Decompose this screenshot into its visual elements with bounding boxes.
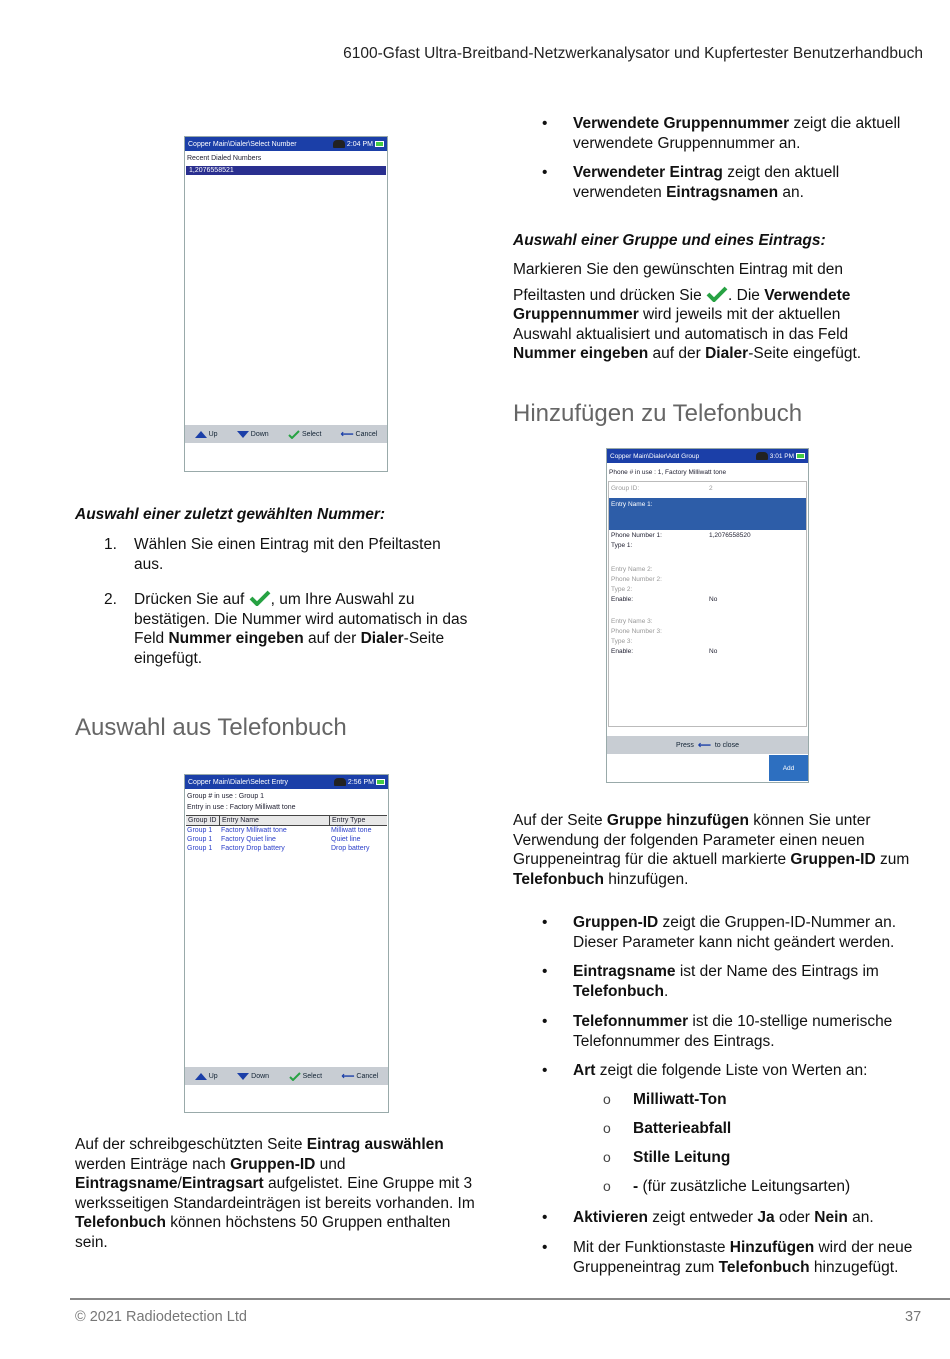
- check-icon: [706, 286, 728, 302]
- device-title: Copper Main\Dialer\Add Group: [610, 452, 700, 460]
- column-header: Entry Type: [332, 817, 366, 824]
- select-softkey[interactable]: [289, 1072, 322, 1081]
- list-item: • Art zeigt die folgende Liste von Werten an:: [573, 1061, 923, 1081]
- phone-in-use: Phone # in use : 1, Factory Milliwatt tone: [609, 469, 727, 476]
- device-titlebar: [185, 775, 388, 789]
- battery-icon: [376, 779, 385, 785]
- cancel-label: Cancel: [356, 1072, 379, 1080]
- sub-list-item: o Milliwatt-Ton: [633, 1090, 727, 1110]
- device-time: 3:01 PM: [769, 452, 794, 460]
- arrow-down-icon: [237, 431, 249, 438]
- section-label: Recent Dialed Numbers: [187, 155, 262, 162]
- entry-name-1-field[interactable]: Entry Name 1:: [609, 498, 806, 530]
- add-button[interactable]: Add: [769, 755, 808, 781]
- list-item: • Verwendeter Eintrag zeigt den aktuell verwendeten Eintragsnamen an.: [573, 163, 923, 202]
- type2-label: Type 2:: [611, 585, 633, 593]
- back-arrow-icon: ⟵: [341, 1070, 355, 1081]
- device-title: Copper Main\Dialer\Select Number: [188, 140, 297, 148]
- phone-icon: [756, 452, 768, 460]
- to-close-label: to close: [714, 741, 739, 749]
- list-item: 2. Drücken Sie auf , um Ihre Auswahl zu bestätigen. Die Nummer wird automatisch in das Feld Nummer eingeben auf der Dialer-Seite eingefügt.: [104, 591, 468, 667]
- arrow-up-icon: [195, 431, 207, 438]
- subheading-group-entry: Auswahl einer Gruppe und eines Eintrags:: [513, 232, 826, 249]
- select-label: Select: [302, 1072, 323, 1080]
- enable-label: Enable:: [611, 595, 634, 603]
- list-item: 1. Wählen Sie einen Eintrag mit den Pfeiltasten aus.: [104, 536, 441, 573]
- enable3-value[interactable]: No: [709, 647, 718, 655]
- heading-add-phonebook: Hinzufügen zu Telefonbuch: [513, 400, 803, 427]
- table-row[interactable]: Group 1 Factory Drop battery Drop battery: [187, 845, 370, 852]
- enable3-label: Enable:: [611, 647, 634, 655]
- down-label: Down: [250, 430, 269, 438]
- device-titlebar: [185, 137, 387, 151]
- screenshot-select-entry: [184, 774, 389, 1113]
- paragraph-add-group: Auf der Seite Gruppe hinzufügen können Sie unter Verwendung der folgenden Parameter einen neuen Gruppeneintrag für die aktuell markierte Gruppen-ID zum Telefonbuch hinzufügen.: [513, 812, 910, 888]
- list-item: • Eintragsname ist der Name des Eintrags im Telefonbuch.: [573, 962, 923, 1001]
- sub-list-item: o - (für zusätzliche Leitungsarten): [633, 1177, 850, 1197]
- up-softkey[interactable]: [195, 1072, 218, 1081]
- softkey-bar: [185, 425, 387, 443]
- battery-icon: [796, 453, 805, 459]
- phone2-label: Phone Number 2:: [611, 575, 662, 583]
- group-id-value: 2: [709, 484, 713, 492]
- list-item: • Mit der Funktionstaste Hinzufügen wird der neue Gruppeneintrag zum Telefonbuch hinzugefügt.: [573, 1238, 923, 1277]
- up-label: Up: [208, 430, 218, 438]
- column-header: Group ID: [186, 816, 220, 825]
- check-icon: [289, 1072, 301, 1081]
- softkey-bar: [185, 1067, 388, 1085]
- paragraph-group-entry: Markieren Sie den gewünschten Eintrag mit den Pfeiltasten und drücken Sie . Die Verwendete Gruppennummer wird jeweils mit der aktuellen Auswahl aktualisiert und automatisch in das Feld Nummer eingeben auf der Dialer-Seite eingefügt.: [513, 261, 862, 362]
- list-item: • Aktivieren zeigt entweder Ja oder Nein an.: [573, 1208, 923, 1228]
- footer-copyright: © 2021 Radiodetection Ltd: [75, 1309, 247, 1325]
- select-label: Select: [301, 430, 322, 438]
- table-row[interactable]: Group 1 Factory Quiet line Quiet line: [187, 836, 361, 843]
- enable-value[interactable]: No: [709, 595, 718, 603]
- down-softkey[interactable]: [237, 430, 269, 439]
- page-header-title: 6100-Gfast Ultra-Breitband-Netzwerkanalysator und Kupfertester Benutzerhandbuch: [343, 45, 923, 62]
- back-arrow-icon: ⟵: [340, 428, 354, 439]
- page-number: 37: [905, 1309, 922, 1325]
- type3-label: Type 3:: [611, 637, 633, 645]
- entry-in-use: Entry in use : Factory Milliwatt tone: [187, 804, 296, 811]
- up-label: Up: [208, 1072, 218, 1080]
- paragraph-select-entry: Auf der schreibgeschützten Seite Eintrag auswählen werden Einträge nach Gruppen-ID und Eintragsname/Eintragsart aufgelistet. Eine Gruppe mit 3 werksseitigen Standardeinträgen ist bereits vorhanden. Im Telefonbuch können höchstens 50 Gruppen enthalten sein.: [75, 1136, 475, 1251]
- check-icon: [249, 590, 271, 606]
- screenshot-select-number: [184, 136, 388, 472]
- selected-number[interactable]: 1,2076558521: [186, 166, 386, 175]
- phone1-label: Phone Number 1:: [611, 531, 662, 539]
- phone-icon: [334, 778, 346, 786]
- check-icon: [288, 430, 300, 439]
- cancel-label: Cancel: [355, 430, 378, 438]
- press-label: Press: [676, 741, 694, 749]
- type1-label[interactable]: Type 1:: [611, 541, 633, 549]
- group-id-label: Group ID:: [611, 484, 640, 492]
- entry3-label: Entry Name 3:: [611, 617, 653, 625]
- up-softkey[interactable]: [195, 430, 218, 439]
- list-item: • Gruppen-ID zeigt die Gruppen-ID-Nummer an. Dieser Parameter kann nicht geändert werden.: [573, 913, 923, 952]
- phone1-value[interactable]: 1,2076558520: [709, 531, 751, 539]
- list-item: • Verwendete Gruppennummer zeigt die aktuell verwendete Gruppennummer an.: [573, 114, 923, 153]
- table-row[interactable]: Group 1 Factory Milliwatt tone Milliwatt tone: [187, 827, 372, 834]
- device-titlebar: [607, 449, 808, 463]
- column-header: Entry Name: [220, 816, 330, 825]
- battery-icon: [375, 141, 384, 147]
- device-title: Copper Main\Dialer\Select Entry: [188, 778, 288, 786]
- group-in-use: Group # in use : Group 1: [187, 793, 265, 800]
- press-to-close-bar: [607, 736, 808, 754]
- phone-icon: [333, 140, 345, 148]
- table-header: [186, 815, 387, 826]
- subheading-recent-number: Auswahl einer zuletzt gewählten Nummer:: [75, 506, 386, 523]
- phone3-label: Phone Number 3:: [611, 627, 662, 635]
- device-time: 2:56 PM: [347, 778, 374, 786]
- sub-list-item: o Stille Leitung: [633, 1148, 730, 1168]
- arrow-up-icon: [195, 1073, 207, 1080]
- screenshot-add-group: [606, 448, 809, 783]
- device-time: 2:04 PM: [346, 140, 373, 148]
- cancel-softkey[interactable]: [342, 1072, 379, 1081]
- arrow-down-icon: [237, 1073, 249, 1080]
- entry2-label: Entry Name 2:: [611, 565, 653, 573]
- down-label: Down: [251, 1072, 270, 1080]
- footer-divider: [70, 1298, 950, 1300]
- select-softkey[interactable]: [288, 430, 321, 439]
- down-softkey[interactable]: [237, 1072, 269, 1081]
- cancel-softkey[interactable]: [341, 430, 378, 439]
- list-item: • Telefonnummer ist die 10-stellige numerische Telefonnummer des Eintrags.: [573, 1012, 923, 1051]
- sub-list-item: o Batterieabfall: [633, 1119, 731, 1139]
- entry-table: [185, 826, 388, 853]
- back-arrow-icon: ⟵: [697, 739, 711, 750]
- heading-phonebook: Auswahl aus Telefonbuch: [75, 714, 347, 741]
